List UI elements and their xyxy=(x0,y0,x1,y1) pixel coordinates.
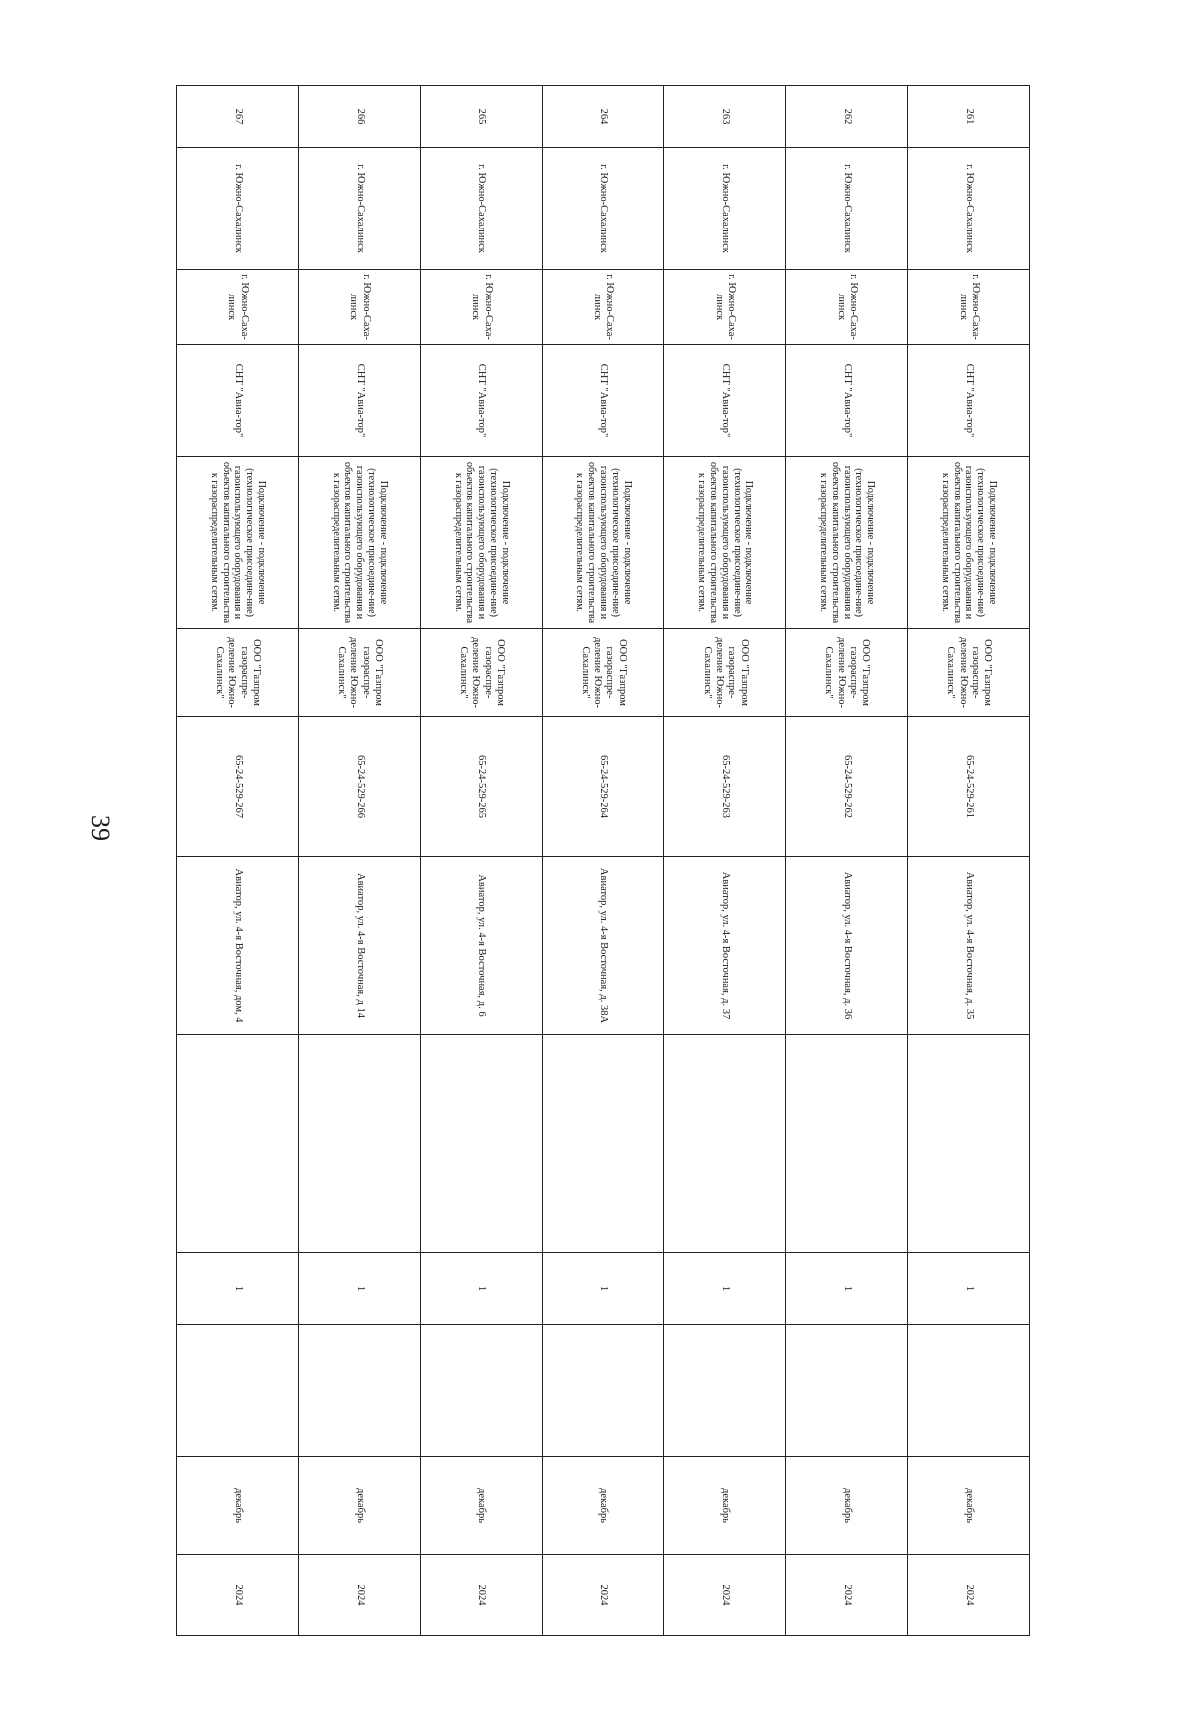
quantity-cell: 1 xyxy=(420,1253,542,1325)
page-number-holder xyxy=(80,808,120,848)
district-cell: г. Южно-Сахалинск xyxy=(177,148,299,270)
code-cell: 65-24-529-263 xyxy=(664,717,786,857)
snt-cell: СНТ "Авиа-тор" xyxy=(177,345,299,457)
table-body xyxy=(177,86,1030,1636)
table-row xyxy=(542,86,664,1636)
month-cell: декабрь xyxy=(298,1457,420,1555)
table-row xyxy=(420,86,542,1636)
blank-cell xyxy=(664,1325,786,1457)
table-row xyxy=(298,86,420,1636)
year-cell: 2024 xyxy=(420,1555,542,1636)
code-cell: 65-24-529-264 xyxy=(542,717,664,857)
description-cell: Подключение - подключение (технологическое присоедине-ние) газоиспользующего оборудования и объектов капитального строительства к газораспределительным сетям. xyxy=(908,457,1030,629)
city-cell: г. Южно-Саха-линск xyxy=(420,270,542,345)
table-row xyxy=(908,86,1030,1636)
table-row xyxy=(177,86,299,1636)
registry-table-rotated xyxy=(176,85,1030,1606)
month-cell: декабрь xyxy=(542,1457,664,1555)
blank-cell xyxy=(908,1325,1030,1457)
blank-cell xyxy=(420,1035,542,1253)
blank-cell xyxy=(420,1325,542,1457)
month-cell: декабрь xyxy=(664,1457,786,1555)
blank-cell xyxy=(908,1035,1030,1253)
snt-cell: СНТ "Авиа-тор" xyxy=(420,345,542,457)
address-cell: Авиатор, ул. 4-я Восточная, д. 37 xyxy=(664,857,786,1035)
code-cell: 65-24-529-262 xyxy=(786,717,908,857)
row-number: 263 xyxy=(664,86,786,148)
address-cell: Авиатор, ул. 4-я Восточная, д. 36 xyxy=(786,857,908,1035)
district-cell: г. Южно-Сахалинск xyxy=(664,148,786,270)
month-cell: декабрь xyxy=(786,1457,908,1555)
page-number: 39 xyxy=(86,815,115,841)
blank-cell xyxy=(177,1325,299,1457)
district-cell: г. Южно-Сахалинск xyxy=(542,148,664,270)
year-cell: 2024 xyxy=(298,1555,420,1636)
description-cell: Подключение - подключение (технологическое присоедине-ние) газоиспользующего оборудования и объектов капитального строительства к газораспределительным сетям. xyxy=(664,457,786,629)
blank-cell xyxy=(298,1035,420,1253)
operator-cell: ООО "Газпром газораспре-деление Южно-Сахалинск" xyxy=(177,629,299,717)
address-cell: Авиатор, ул. 4-я Восточная, д 14 xyxy=(298,857,420,1035)
blank-cell xyxy=(177,1035,299,1253)
row-number: 265 xyxy=(420,86,542,148)
year-cell: 2024 xyxy=(542,1555,664,1636)
operator-cell: ООО "Газпром газораспре-деление Южно-Сахалинск" xyxy=(420,629,542,717)
snt-cell: СНТ "Авиа-тор" xyxy=(908,345,1030,457)
month-cell: декабрь xyxy=(908,1457,1030,1555)
row-number: 262 xyxy=(786,86,908,148)
description-cell: Подключение - подключение (технологическое присоедине-ние) газоиспользующего оборудования и объектов капитального строительства к газораспределительным сетям. xyxy=(298,457,420,629)
district-cell: г. Южно-Сахалинск xyxy=(298,148,420,270)
operator-cell: ООО "Газпром газораспре-деление Южно-Сахалинск" xyxy=(542,629,664,717)
city-cell: г. Южно-Саха-линск xyxy=(908,270,1030,345)
quantity-cell: 1 xyxy=(786,1253,908,1325)
operator-cell: ООО "Газпром газораспре-деление Южно-Сахалинск" xyxy=(664,629,786,717)
address-cell: Авиатор, ул. 4-я Восточная, д. 6 xyxy=(420,857,542,1035)
operator-cell: ООО "Газпром газораспре-деление Южно-Сахалинск" xyxy=(908,629,1030,717)
blank-cell xyxy=(786,1325,908,1457)
month-cell: декабрь xyxy=(420,1457,542,1555)
row-number: 264 xyxy=(542,86,664,148)
blank-cell xyxy=(542,1325,664,1457)
district-cell: г. Южно-Сахалинск xyxy=(420,148,542,270)
address-cell: Авиатор, ул. 4-я Восточная, д. 35 xyxy=(908,857,1030,1035)
city-cell: г. Южно-Саха-линск xyxy=(664,270,786,345)
quantity-cell: 1 xyxy=(177,1253,299,1325)
quantity-cell: 1 xyxy=(542,1253,664,1325)
table-row xyxy=(664,86,786,1636)
operator-cell: ООО "Газпром газораспре-деление Южно-Сахалинск" xyxy=(786,629,908,717)
city-cell: г. Южно-Саха-линск xyxy=(542,270,664,345)
district-cell: г. Южно-Сахалинск xyxy=(908,148,1030,270)
blank-cell xyxy=(542,1035,664,1253)
year-cell: 2024 xyxy=(664,1555,786,1636)
snt-cell: СНТ "Авиа-тор" xyxy=(786,345,908,457)
description-cell: Подключение - подключение (технологическое присоедине-ние) газоиспользующего оборудования и объектов капитального строительства к газораспределительным сетям. xyxy=(420,457,542,629)
code-cell: 65-24-529-266 xyxy=(298,717,420,857)
table-row xyxy=(786,86,908,1636)
operator-cell: ООО "Газпром газораспре-деление Южно-Сахалинск" xyxy=(298,629,420,717)
row-number: 261 xyxy=(908,86,1030,148)
code-cell: 65-24-529-261 xyxy=(908,717,1030,857)
snt-cell: СНТ "Авиа-тор" xyxy=(664,345,786,457)
registry-table-area xyxy=(176,85,1030,1606)
snt-cell: СНТ "Авиа-тор" xyxy=(542,345,664,457)
address-cell: Авиатор, ул. 4-я Восточная, дом, 4 xyxy=(177,857,299,1035)
year-cell: 2024 xyxy=(786,1555,908,1636)
quantity-cell: 1 xyxy=(664,1253,786,1325)
quantity-cell: 1 xyxy=(298,1253,420,1325)
year-cell: 2024 xyxy=(177,1555,299,1636)
snt-cell: СНТ "Авиа-тор" xyxy=(298,345,420,457)
district-cell: г. Южно-Сахалинск xyxy=(786,148,908,270)
description-cell: Подключение - подключение (технологическое присоедине-ние) газоиспользующего оборудования и объектов капитального строительства к газораспределительным сетям. xyxy=(786,457,908,629)
description-cell: Подключение - подключение (технологическое присоедине-ние) газоиспользующего оборудования и объектов капитального строительства к газораспределительным сетям. xyxy=(177,457,299,629)
code-cell: 65-24-529-265 xyxy=(420,717,542,857)
year-cell: 2024 xyxy=(908,1555,1030,1636)
blank-cell xyxy=(664,1035,786,1253)
city-cell: г. Южно-Саха-линск xyxy=(298,270,420,345)
quantity-cell: 1 xyxy=(908,1253,1030,1325)
code-cell: 65-24-529-267 xyxy=(177,717,299,857)
blank-cell xyxy=(786,1035,908,1253)
address-cell: Авиатор, ул. 4-я Восточная, д. 38А xyxy=(542,857,664,1035)
month-cell: декабрь xyxy=(177,1457,299,1555)
city-cell: г. Южно-Саха-линск xyxy=(177,270,299,345)
city-cell: г. Южно-Саха-линск xyxy=(786,270,908,345)
row-number: 266 xyxy=(298,86,420,148)
registry-table xyxy=(176,85,1030,1636)
row-number: 267 xyxy=(177,86,299,148)
description-cell: Подключение - подключение (технологическое присоедине-ние) газоиспользующего оборудования и объектов капитального строительства к газораспределительным сетям. xyxy=(542,457,664,629)
blank-cell xyxy=(298,1325,420,1457)
